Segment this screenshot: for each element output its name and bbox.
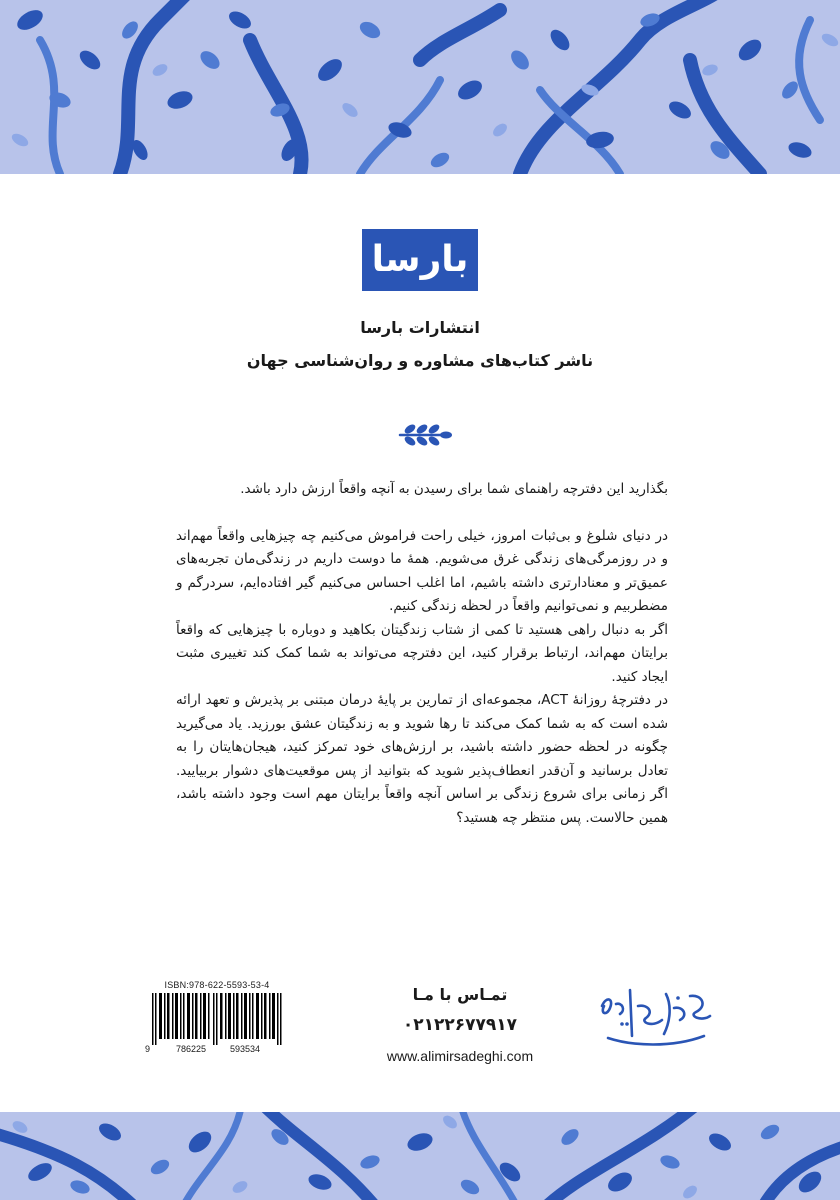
back-cover-blurb [176, 478, 668, 830]
author-signature-icon [592, 976, 720, 1058]
top-pattern-band [0, 0, 840, 174]
bottom-pattern-band [0, 1112, 840, 1200]
barcode-group-2: 593534 [230, 1044, 261, 1054]
blurb-lead: بگذارید این دفترچه راهنمای شما برای رسیدن به آنچه واقعاً ارزش دارد باشد. [240, 481, 668, 497]
barcode-icon [152, 993, 282, 1045]
contact-title: تمـاس با مـا [412, 985, 508, 1004]
leaf-pattern-bottom [0, 1112, 840, 1200]
contact-phone: ۰۲۱۲۲۶۷۷۹۱۷ [402, 1015, 518, 1035]
logo-text: بارسا [371, 239, 469, 280]
publisher-name: انتشارات بارسا [360, 318, 480, 337]
blurb-paragraph-3: در دفترچهٔ روزانهٔ ACT، مجموعه‌ای از تمارین بر پایهٔ درمان مبتنی بر پذیرش و تعهد ارائه شده است که به شما کمک می‌کند تا رها شوید و به زندگیتان عشق بورزید. یاد می‌گیرید چگونه در لحظه حضور داشته باشید، بر ارزش‌های خود تمرکز کنید، هیجان‌هایتان را به تعادل برسانید و آن‌قدر انعطاف‌پذیر شوید که بتوانید از پس موقعیت‌های دشوار بربیایید. اگر زمانی برای شروع زندگی بر اساس آنچه واقعاً برایتان مهم است وجود داشته باشد، همین حالاست. پس منتظر چه هستید؟ [176, 692, 669, 826]
barcode-prefix-digit: 9 [145, 1044, 151, 1054]
publisher-logo [362, 229, 478, 291]
publisher-tagline: ناشر کتاب‌های مشاوره و روان‌شناسی جهان [246, 351, 594, 370]
blurb-paragraph-2: اگر به دنبال راهی هستید تا کمی از شتاب زندگیتان بکاهید و دوباره با چیزهایی که واقعاً برایتان مهم‌اند، ارتباط برقرار کنید، این دفترچه می‌تواند به شما کمک کند تغییری مثبت ایجاد کنید. [176, 621, 668, 685]
isbn-label: ISBN:978-622-5593-53-4 [164, 980, 270, 990]
blurb-paragraph-1: در دنیای شلوغ و بی‌ثبات امروز، خیلی راحت فراموش می‌کنیم چه چیزهایی واقعاً مهم‌اند و در روزمرگی‌های زندگی غرق می‌شویم. همهٔ ما دوست داریم در زندگی‌مان تجربه‌های عمیق‌تر و معنادارتری داشته باشیم، اما اغلب احساس می‌کنیم گیر افتاده‌ایم، سردرگم و مضطربیم و نمی‌توانیم واقعاً در لحظه زندگی کنیم. [176, 527, 668, 614]
leaf-pattern-top [0, 0, 840, 174]
barcode-group-1: 786225 [176, 1044, 207, 1054]
contact-website-link[interactable]: www.alimirsadeghi.com [386, 1048, 534, 1064]
leaf-ornament-icon [396, 420, 454, 448]
